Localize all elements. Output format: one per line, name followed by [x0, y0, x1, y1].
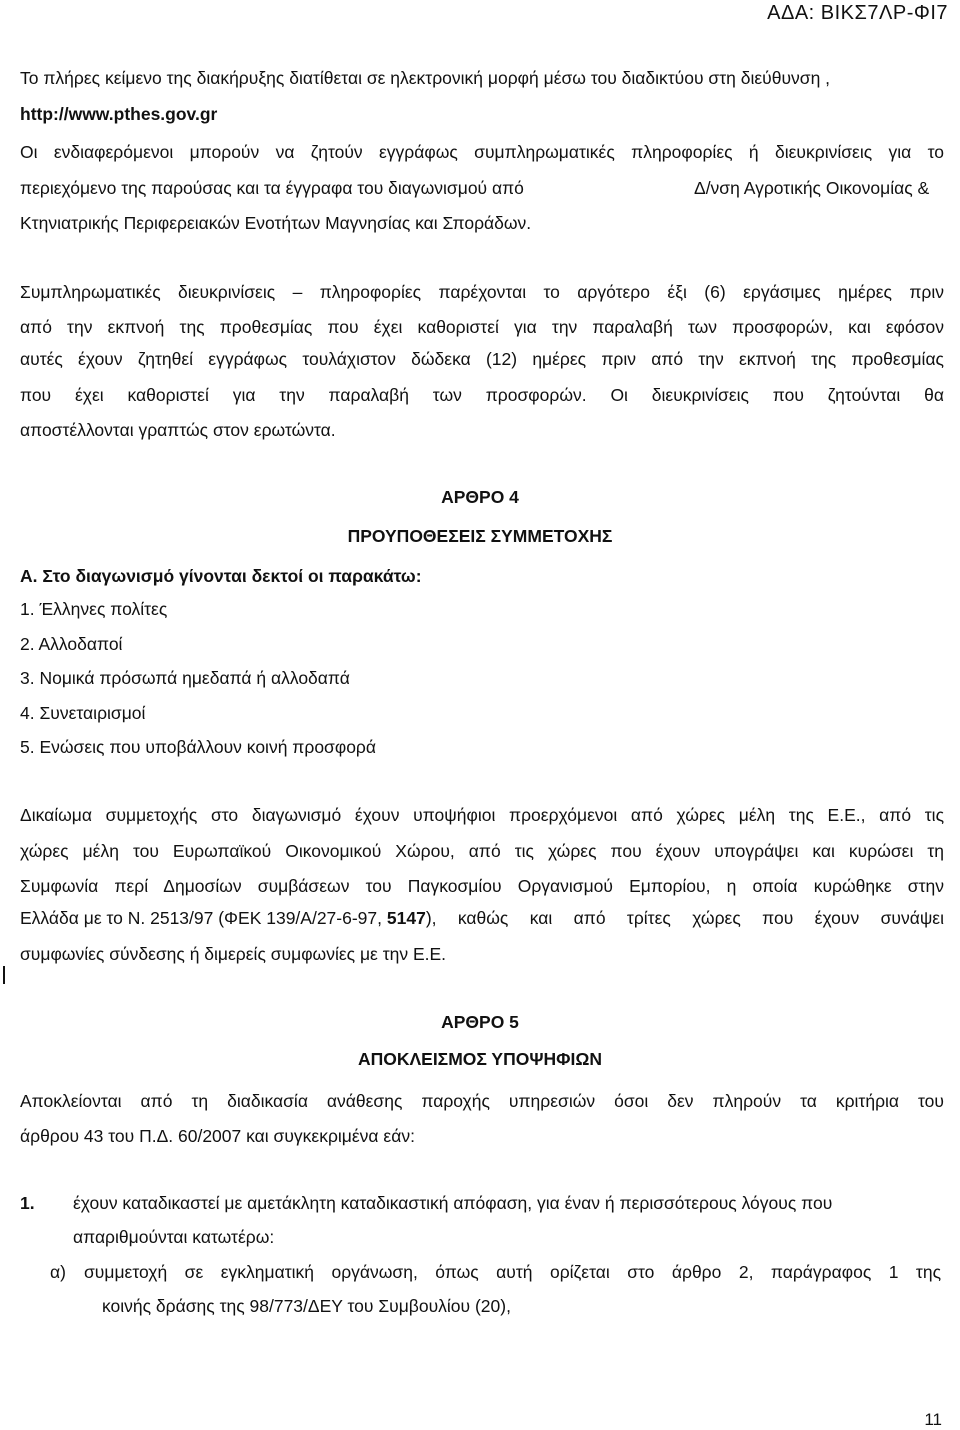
intro-line: περιεχόμενο της παρούσας και τα έγγραφα του διαγωνισμού από — [20, 178, 524, 198]
list-item: 5. Ενώσεις που υποβάλλουν κοινή προσφορά — [20, 737, 376, 757]
clarification-line: που έχει καθοριστεί για την παραλαβή των προσφορών. Οι διευκρινίσεις που ζητούνται θα — [20, 385, 944, 405]
url-link[interactable]: http://www.pthes.gov.gr — [20, 104, 218, 124]
sub-item-a-line: συμμετοχή σε εγκληματική οργάνωση, όπως αυτή ορίζεται στο άρθρο 2, παράγραφος 1 της — [84, 1262, 941, 1282]
exclusion-intro-line: Αποκλείονται από τη διαδικασία ανάθεσης παροχής υπηρεσιών όσοι δεν πληρούν τα κριτήρια του — [20, 1091, 944, 1111]
ada-code: ΑΔΑ: ΒΙΚΣ7ΛΡ-ΦΙ7 — [767, 2, 948, 24]
clarification-line: αυτές έχουν ζητηθεί εγγράφως τουλάχιστον δώδεκα (12) ημέρες πριν από την εκπνοή της προθεσμίας — [20, 349, 944, 369]
clarification-line: Συμπληρωματικές διευκρινίσεις – πληροφορίες παρέχονται το αργότερο έξι (6) εργάσιμες ημέρες πριν — [20, 282, 944, 302]
clarification-line: αποστέλλονται γραπτώς στον ερωτώντα. — [20, 420, 336, 440]
rights-line-law-bold: 5147 — [386, 908, 426, 928]
item-1-line: απαριθμούνται κατωτέρω: — [73, 1227, 275, 1247]
item-1-number: 1. — [20, 1193, 35, 1213]
item-1-line: έχουν καταδικαστεί με αμετάκλητη καταδικαστική απόφαση, για έναν ή περισσότερους λόγους που — [73, 1193, 833, 1213]
rights-line: Συμφωνία περί Δημοσίων συμβάσεων του Παγκοσμίου Οργανισμού Εμπορίου, η οποία κυρώθηκε στην — [20, 876, 944, 896]
article-5-number: ΑΡΘΡΟ 5 — [441, 1012, 519, 1032]
exclusion-intro-line: άρθρου 43 του Π.Δ. 60/2007 και συγκεκριμένα εάν: — [20, 1126, 415, 1146]
article-4-number: ΑΡΘΡΟ 4 — [441, 487, 519, 507]
rights-line-law-part1: Ελλάδα με το Ν. 2513/97 (ΦΕΚ 139/Α/27-6-97, — [20, 908, 387, 928]
page-number: 11 — [924, 1410, 942, 1429]
clarification-line: από την εκπνοή της προθεσμίας που έχει καθοριστεί για την παραλαβή των προσφορών, και εφόσον — [20, 317, 944, 337]
list-item: 4. Συνεταιρισμοί — [20, 703, 146, 723]
sub-item-a-label: α) — [50, 1262, 66, 1282]
list-item: 1. Έλληνες πολίτες — [20, 599, 168, 619]
section-a-heading: Α. Στο διαγωνισμό γίνονται δεκτοί οι παρακάτω: — [20, 566, 422, 586]
sub-item-a-line: κοινής δράσης της 98/773/ΔΕΥ του Συμβουλίου (20), — [102, 1296, 511, 1316]
rights-line-law-part2: ), καθώς και από τρίτες χώρες που έχουν συνάψει — [425, 908, 944, 928]
intro-line-directorate: Δ/νση Αγροτικής Οικονομίας & — [694, 178, 930, 198]
rights-line-law — [20, 908, 944, 929]
list-item: 3. Νομικά πρόσωπά ημεδαπά ή αλλοδαπά — [20, 668, 350, 688]
revision-bar — [3, 966, 5, 984]
article-4-title: ΠΡΟΥΠΟΘΕΣΕΙΣ ΣΥΜΜΕΤΟΧΗΣ — [347, 526, 613, 546]
article-5-title: ΑΠΟΚΛΕΙΣΜΟΣ ΥΠΟΨΗΦΙΩΝ — [357, 1049, 603, 1069]
intro-line: Οι ενδιαφερόμενοι μπορούν να ζητούν εγγράφως συμπληρωματικές πληροφορίες ή διευκρινίσεις για το — [20, 142, 944, 162]
list-item: 2. Αλλοδαποί — [20, 634, 123, 654]
rights-line: συμφωνίες σύνδεσης ή διμερείς συμφωνίες με την Ε.Ε. — [20, 944, 447, 964]
rights-line: Δικαίωμα συμμετοχής στο διαγωνισμό έχουν υποψήφιοι προερχόμενοι από χώρες μέλη της Ε.Ε., από τις — [20, 805, 944, 825]
intro-line: Κτηνιατρικής Περιφερειακών Ενοτήτων Μαγνησίας και Σποράδων. — [20, 213, 532, 233]
rights-line: χώρες μέλη του Ευρωπαϊκού Οικονομικού Χώρου, από τις χώρες που έχουν υπογράψει και κυρώσει τη — [20, 841, 944, 861]
intro-line: Το πλήρες κείμενο της διακήρυξης διατίθεται σε ηλεκτρονική μορφή μέσω του διαδικτύου στη διεύθυνση , — [20, 68, 831, 88]
